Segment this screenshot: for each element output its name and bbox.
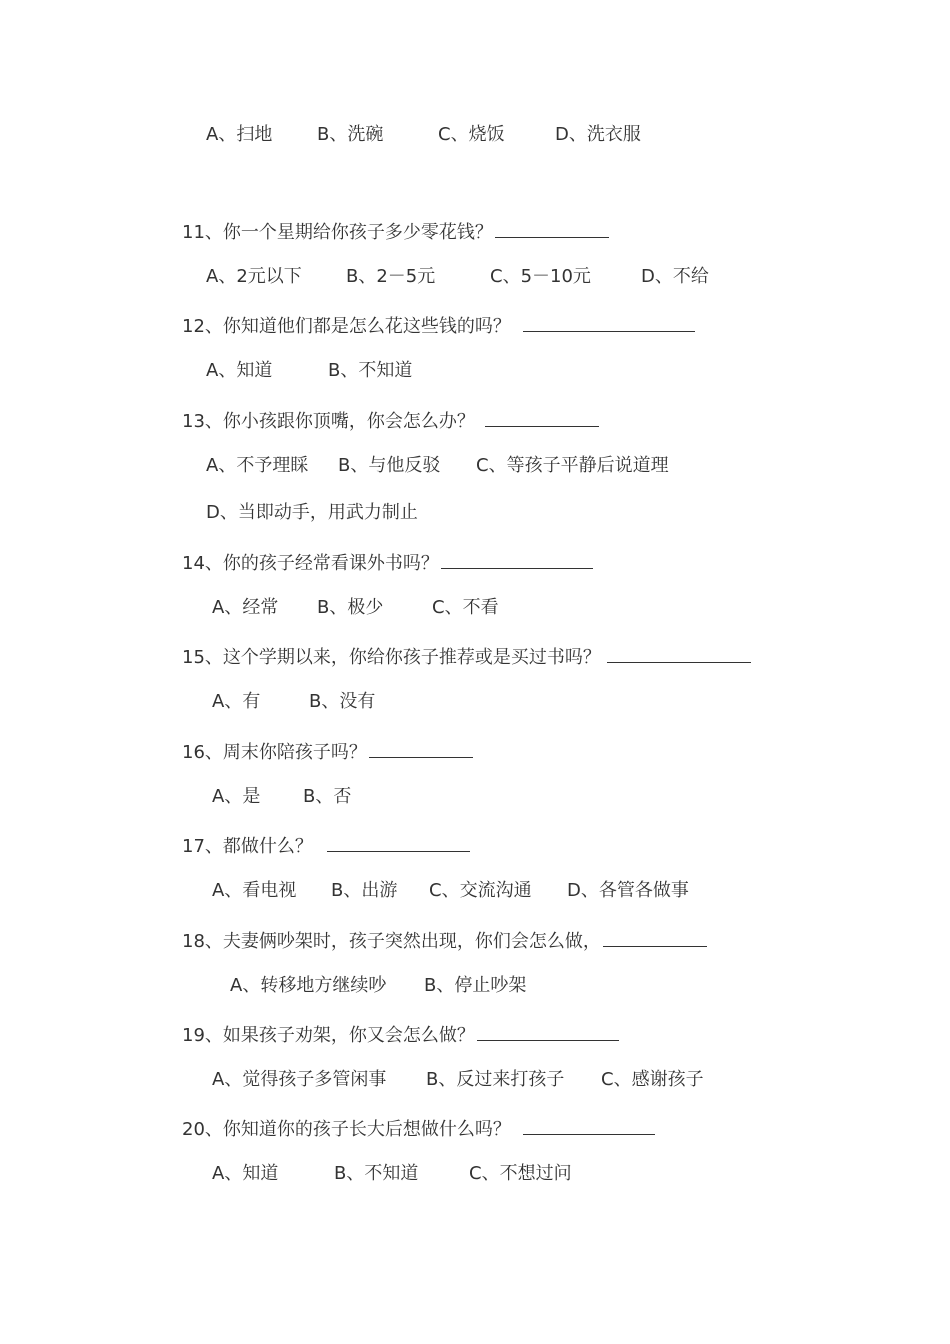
answer-blank[interactable] [523,1118,655,1135]
option-a[interactable]: A、扫地 [206,124,273,145]
option-b[interactable]: B、与他反驳 [338,455,441,476]
answer-blank[interactable] [495,221,609,238]
option-c[interactable]: C、交流沟通 [429,880,532,901]
option-a[interactable]: A、转移地方继续吵 [230,975,387,996]
option-d[interactable]: D、当即动手，用武力制止 [206,502,418,523]
question-18 [182,930,707,954]
option-a[interactable]: A、看电视 [212,880,297,901]
option-a[interactable]: A、是 [212,786,261,807]
option-b[interactable]: B、出游 [331,880,398,901]
question-text: 15、这个学期以来，你给你孩子推荐或是买过书吗？ [182,647,601,668]
option-b[interactable]: B、2－5元 [346,266,436,287]
question-text: 11、你一个星期给你孩子多少零花钱？ [182,222,493,243]
option-a[interactable]: A、有 [212,691,261,712]
option-d[interactable]: D、各管各做事 [567,880,689,901]
option-b[interactable]: B、不知道 [334,1163,419,1184]
option-c[interactable]: C、不想过问 [469,1163,572,1184]
option-a[interactable]: A、经常 [212,597,279,618]
question-text: 16、周末你陪孩子吗？ [182,742,367,763]
option-c[interactable]: C、等孩子平静后说道理 [476,455,669,476]
option-a[interactable]: A、知道 [206,360,273,381]
answer-blank[interactable] [603,930,707,947]
option-c[interactable]: C、不看 [432,597,499,618]
option-a[interactable]: A、知道 [212,1163,279,1184]
question-11 [182,221,609,245]
question-12 [182,315,695,339]
question-text: 13、你小孩跟你顶嘴，你会怎么办？ [182,411,475,432]
question-13 [182,410,599,434]
question-19 [182,1024,619,1048]
option-c[interactable]: C、5－10元 [490,266,591,287]
option-d[interactable]: D、洗衣服 [555,124,641,145]
question-20 [182,1118,655,1142]
option-b[interactable]: B、否 [303,786,352,807]
option-b[interactable]: B、停止吵架 [424,975,527,996]
option-a[interactable]: A、不予理睬 [206,455,309,476]
question-17 [182,835,470,859]
question-text: 12、你知道他们都是怎么花这些钱的吗？ [182,316,511,337]
option-b[interactable]: B、不知道 [328,360,413,381]
question-text: 17、都做什么？ [182,836,313,857]
answer-blank[interactable] [441,552,593,569]
question-text: 14、你的孩子经常看课外书吗？ [182,553,439,574]
option-a[interactable]: A、2元以下 [206,266,302,287]
option-d[interactable]: D、不给 [641,266,709,287]
answer-blank[interactable] [523,315,695,332]
option-b[interactable]: B、洗碗 [317,124,384,145]
question-text: 20、你知道你的孩子长大后想做什么吗？ [182,1119,511,1140]
answer-blank[interactable] [327,835,470,852]
question-text: 19、如果孩子劝架，你又会怎么做？ [182,1025,475,1046]
question-text: 18、夫妻俩吵架时，孩子突然出现，你们会怎么做， [182,931,601,952]
question-16 [182,741,473,765]
question-15 [182,646,751,670]
answer-blank[interactable] [369,741,473,758]
option-a[interactable]: A、觉得孩子多管闲事 [212,1069,387,1090]
option-c[interactable]: C、烧饭 [438,124,505,145]
option-c[interactable]: C、感谢孩子 [601,1069,704,1090]
option-b[interactable]: B、反过来打孩子 [426,1069,565,1090]
answer-blank[interactable] [607,646,751,663]
answer-blank[interactable] [477,1024,619,1041]
option-b[interactable]: B、没有 [309,691,376,712]
question-14 [182,552,593,576]
option-b[interactable]: B、极少 [317,597,384,618]
answer-blank[interactable] [485,410,599,427]
